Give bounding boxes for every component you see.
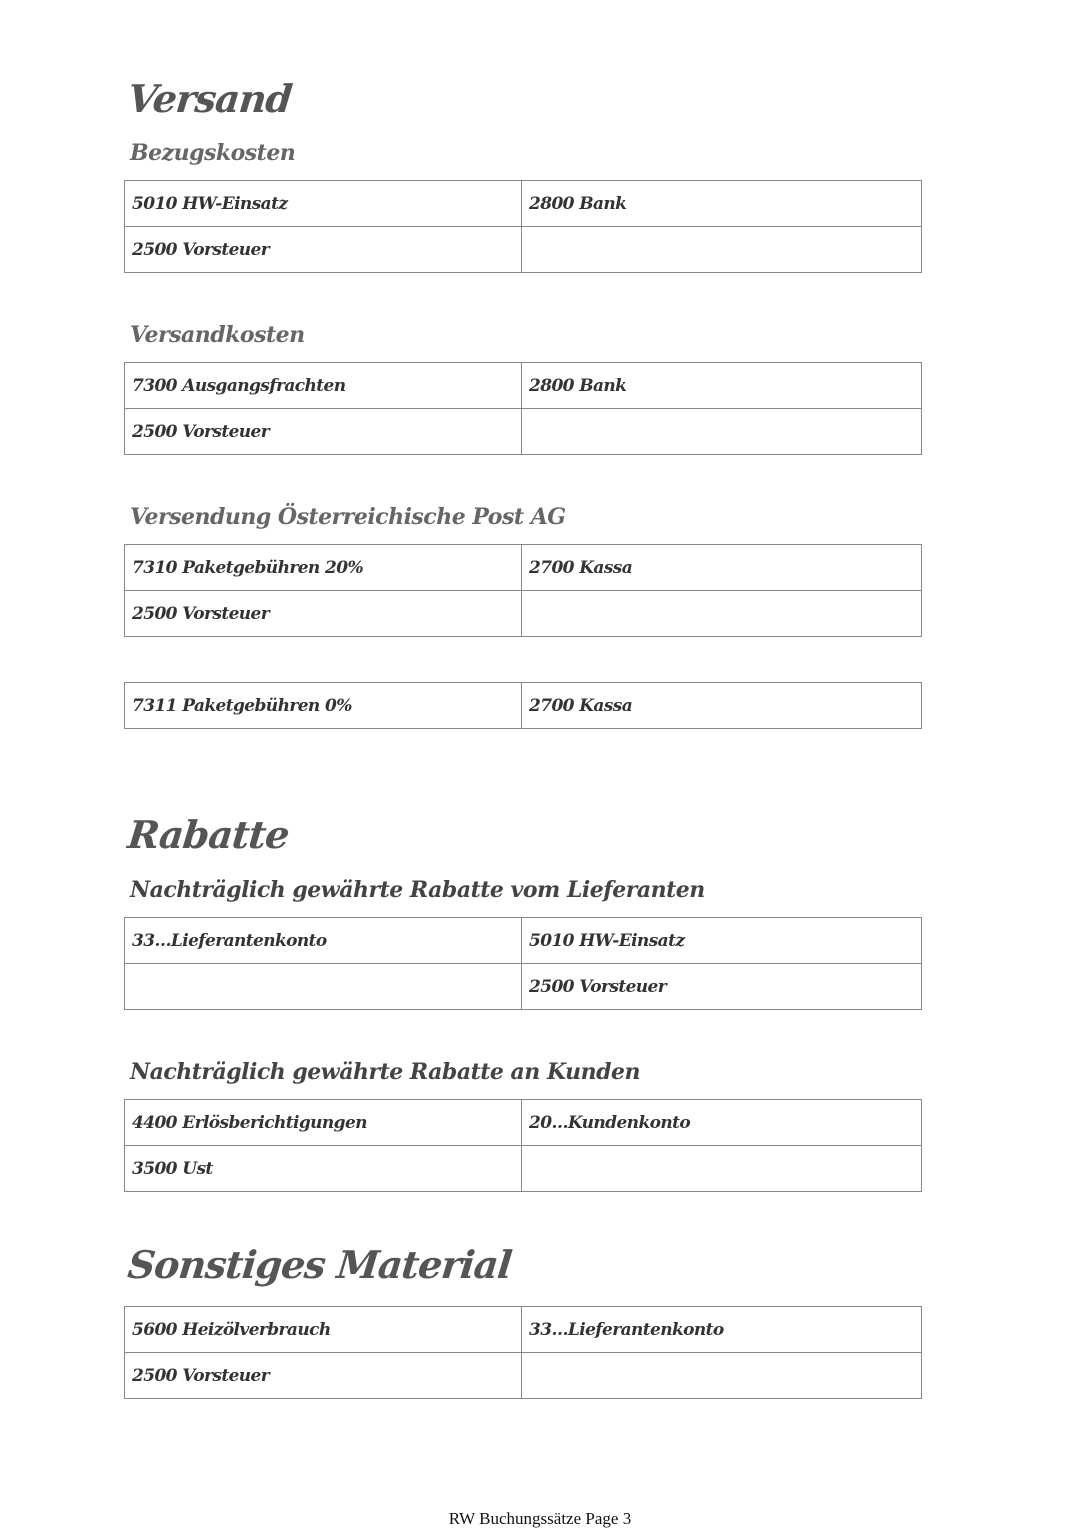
debit-cell: 4400 Erlösberichtigungen <box>125 1100 522 1146</box>
subtitle-bezugskosten: Bezugskosten <box>130 140 296 166</box>
booking-table-post-zero <box>124 682 922 729</box>
credit-cell <box>522 409 922 455</box>
credit-cell <box>522 227 922 273</box>
table-row <box>125 409 922 455</box>
subtitle-versandkosten: Versandkosten <box>130 322 305 348</box>
credit-cell: 2800 Bank <box>522 363 922 409</box>
subtitle-post: Versendung Österreichische Post AG <box>130 504 566 530</box>
table-row <box>125 1307 922 1353</box>
table-row <box>125 918 922 964</box>
debit-cell: 7311 Paketgebühren 0% <box>125 683 522 729</box>
section-title-material: Sonstiges Material <box>125 1242 514 1287</box>
debit-cell <box>125 964 522 1010</box>
section-title-rabatte: Rabatte <box>125 812 291 857</box>
credit-cell: 5010 HW-Einsatz <box>522 918 922 964</box>
booking-table-rabatte-lieferanten <box>124 917 922 1010</box>
debit-cell: 5600 Heizölverbrauch <box>125 1307 522 1353</box>
subtitle-rabatte-kunden: Nachträglich gewährte Rabatte an Kunden <box>130 1059 640 1085</box>
debit-cell: 7310 Paketgebühren 20% <box>125 545 522 591</box>
booking-table-versandkosten <box>124 362 922 455</box>
credit-cell: 2500 Vorsteuer <box>522 964 922 1010</box>
subtitle-rabatte-lieferanten: Nachträglich gewährte Rabatte vom Lieferanten <box>130 877 705 903</box>
table-row <box>125 227 922 273</box>
booking-table-bezugskosten <box>124 180 922 273</box>
table-row <box>125 545 922 591</box>
debit-cell: 3500 Ust <box>125 1146 522 1192</box>
booking-table-post <box>124 544 922 637</box>
booking-table-rabatte-kunden <box>124 1099 922 1192</box>
credit-cell: 2800 Bank <box>522 181 922 227</box>
table-row <box>125 181 922 227</box>
table-row <box>125 363 922 409</box>
table-row <box>125 1353 922 1399</box>
credit-cell: 2700 Kassa <box>522 683 922 729</box>
debit-cell: 2500 Vorsteuer <box>125 227 522 273</box>
credit-cell <box>522 591 922 637</box>
debit-cell: 7300 Ausgangsfrachten <box>125 363 522 409</box>
debit-cell: 2500 Vorsteuer <box>125 591 522 637</box>
credit-cell <box>522 1146 922 1192</box>
credit-cell <box>522 1353 922 1399</box>
section-title-versand: Versand <box>125 76 294 121</box>
debit-cell: 2500 Vorsteuer <box>125 1353 522 1399</box>
credit-cell: 2700 Kassa <box>522 545 922 591</box>
debit-cell: 5010 HW-Einsatz <box>125 181 522 227</box>
table-row <box>125 591 922 637</box>
table-row <box>125 683 922 729</box>
table-row <box>125 964 922 1010</box>
table-row <box>125 1100 922 1146</box>
credit-cell: 20…Kundenkonto <box>522 1100 922 1146</box>
booking-table-heizoel <box>124 1306 922 1399</box>
table-row <box>125 1146 922 1192</box>
debit-cell: 2500 Vorsteuer <box>125 409 522 455</box>
page-footer: RW Buchungssätze Page 3 <box>448 1509 632 1528</box>
debit-cell: 33…Lieferantenkonto <box>125 918 522 964</box>
credit-cell: 33…Lieferantenkonto <box>522 1307 922 1353</box>
